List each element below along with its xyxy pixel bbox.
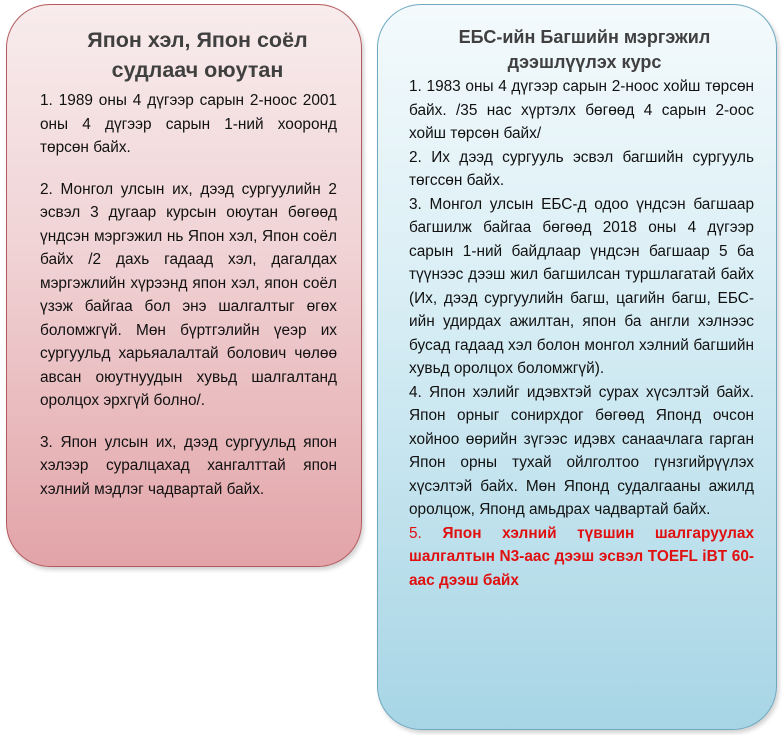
teacher-requirements-list [409,75,754,592]
teacher-requirement-5-number: 5. [409,524,422,542]
student-requirement-3: 3. Япон улсын их, дээд сургуульд япон хэлээр суралцахад хангалттай япон хэлний мэдлэг чадвартай байх. [40,433,337,498]
teacher-requirement-1: 1. 1983 оны 4 дүгээр сарын 2-ноос хойш төрсөн байх. /35 нас хүртэлх бөгөөд 4 сарын 2-оос хойш төрсөн байх/ [409,78,754,142]
teacher-requirement-2: 2. Их дээд сургууль эсвэл багшийн сургууль төгссөн байх. [409,148,754,189]
teacher-requirement-5-highlight [409,522,754,593]
student-requirement-2: 2. Монгол улсын их, дээд сургуулийн 2 эсвэл 3 дугаар курсын оюутан бөгөөд үндсэн мэргэжил нь Япон хэл, Япон соёл байх /2 дахь гадаад хэл, дагалдах мэргэжлийн хүрээнд япон хэл, япон соёл үзэж байгаа бол энэ шалгалтыг өгөх боломжгүй. Мөн бүртгэлийн үеэр их сургуульд харьяалалтай болович чөлөө авсан оюутнуудын хувьд шалгалтанд оролцох эрхгүй болно/. [40,180,337,409]
student-requirements-panel [6,4,362,567]
student-requirement-1: 1. 1989 оны 4 дүгээр сарын 2-ноос 2001 оны 4 дүгээр сарын 1-ний хооронд төрсөн байх. [40,92,337,156]
teacher-course-requirements-panel [377,4,777,730]
teacher-requirement-5-text: Япон хэлний түвшин шалгаруулах шалгалтын N3-аас дээш эсвэл TOEFL iBT 60-аас дээш байх [409,524,755,589]
teacher-requirement-4: 4. Япон хэлийг идэвхтэй сурах хүсэлтэй байх. Япон орныг сонирхдог бөгөөд Японд очсон хойноо өөрийн зүгээс идэвх санаачлага гарган Япон орны тухай ойлголтоо гүнзгийрүүлэх хүсэлтэй байх. Мөн Японд судалгааны ажилд оролцож, Японд амьдрах чадвартай байх. [409,383,754,518]
teacher-requirement-3: 3. Монгол улсын ЕБС-д одоо үндсэн багшаар багшилж байгаа бөгөөд 2018 оны 4 дүгээр сарын 1-ний байдлаар үндсэн багшаар 5 ба түүнээс дээш жил багшилсан туршлагатай байх (Их, дээд сургуулийн багш, цагийн багш, ЕБС-ийн удирдах ажилтан, япон ба англи хэлнээс бусад гадаад хэл болон монгол хэлний багшийн хувьд оролцох боломжгүй). [409,195,754,377]
student-requirements-list [40,89,337,501]
student-panel-title: Япон хэл, Япон соёл судлаач оюутан [87,28,308,82]
teacher-panel-title: ЕБС-ийн Багшийн мэргэжил дээшлүүлэх курс [458,27,711,72]
